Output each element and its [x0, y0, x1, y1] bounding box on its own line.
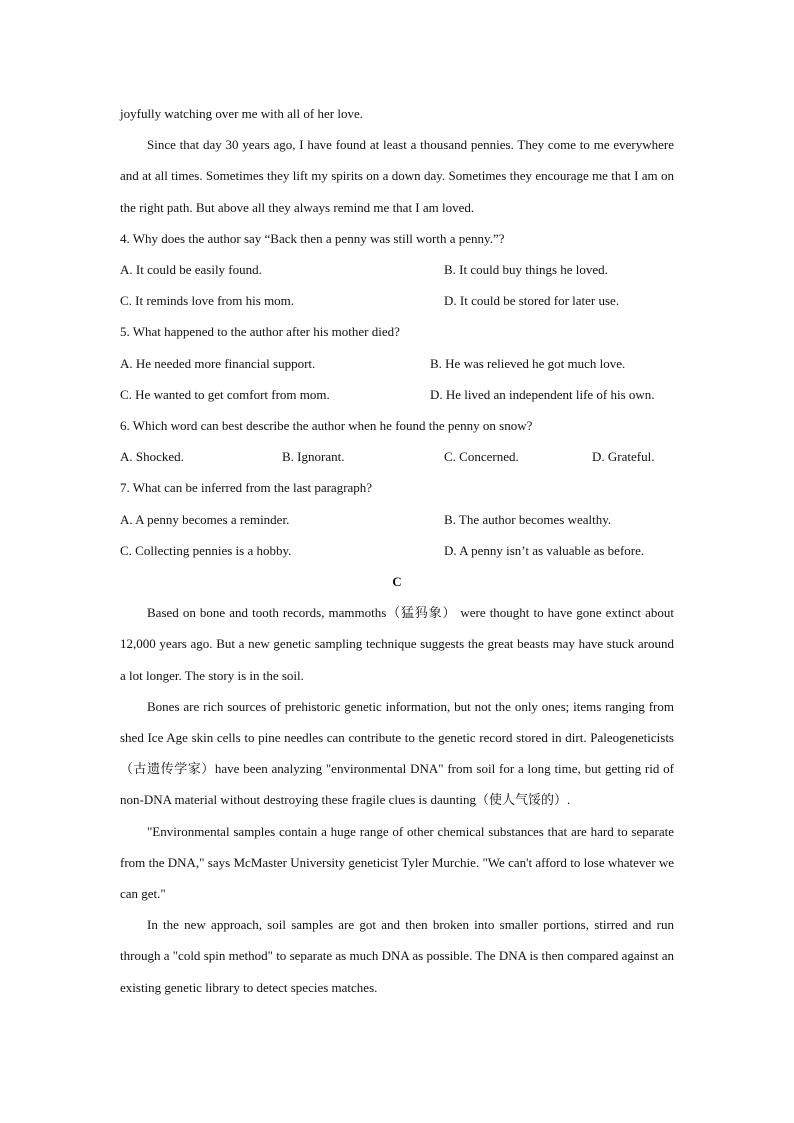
- question-7-option-a: A. A penny becomes a reminder.: [120, 511, 290, 527]
- question-6-option-a: A. Shocked.: [120, 449, 184, 465]
- question-6-option-c: C. Concerned.: [444, 449, 519, 465]
- section-c-paragraph-4: In the new approach, soil samples are got and then broken into smaller portions, stirred and run through a "cold spin method" to separate as much DNA as possible. The DNA is then compared against an existing genetic library to detect species matches.: [120, 917, 674, 995]
- section-c-paragraph-1: Based on bone and tooth records, mammoths（猛犸象） were thought to have gone extinct about 12,000 years ago. But a new genetic sampling technique suggests the great beasts may have stuck around a lot longer. The story is in the soil.: [120, 605, 674, 683]
- section-c-paragraph-2: Bones are rich sources of prehistoric genetic information, but not the only ones; items ranging from shed Ice Age skin cells to pine needles can contribute to the genetic record stored in dirt. Paleogeneticists（古遗传学家）have been analyzing "environmental DNA" from soil for a long time, but getting rid of non-DNA material without destroying these fragile clues is daunting（使人气馁的）.: [120, 698, 674, 808]
- question-5-option-a: A. He needed more financial support.: [120, 355, 316, 371]
- question-5-option-d: D. He lived an independent life of his own.: [430, 386, 655, 402]
- question-5-stem: 5. What happened to the author after his mother died?: [120, 324, 400, 340]
- question-7-option-d: D. A penny isn’t as valuable as before.: [444, 542, 645, 558]
- question-4-option-c: C. It reminds love from his mom.: [120, 293, 295, 309]
- question-7-options-row-2: [120, 535, 674, 566]
- section-c-paragraph-3: "Environmental samples contain a huge range of other chemical substances that are hard to separate from the DNA," says McMaster University geneticist Tyler Murchie. "We can't afford to lose whatever we can get.": [120, 823, 674, 901]
- question-6-option-b: B. Ignorant.: [282, 449, 345, 465]
- question-6-options-row: [120, 441, 674, 472]
- question-4-options-row-1: [120, 254, 674, 285]
- question-6-stem: 6. Which word can best describe the author when he found the penny on snow?: [120, 417, 533, 433]
- document-content: [120, 98, 674, 1003]
- question-5-option-b: B. He was relieved he got much love.: [430, 355, 626, 371]
- section-c-heading: C: [392, 573, 402, 589]
- question-4-option-d: D. It could be stored for later use.: [444, 293, 620, 309]
- question-7-stem: 7. What can be inferred from the last paragraph?: [120, 480, 373, 496]
- question-5-option-c: C. He wanted to get comfort from mom.: [120, 386, 330, 402]
- passage-b-last-paragraph: Since that day 30 years ago, I have found at least a thousand pennies. They come to me everywhere and at all times. Sometimes they lift my spirits on a down day. Sometimes they encourage me that I am on the right path. But above all they always remind me that I am loved.: [120, 137, 674, 215]
- question-6-option-d: D. Grateful.: [592, 449, 655, 465]
- question-4-options-row-2: [120, 285, 674, 316]
- question-7-options-row-1: [120, 504, 674, 535]
- question-5-options-row-2: [120, 379, 674, 410]
- question-4-option-b: B. It could buy things he loved.: [444, 262, 608, 278]
- question-4-option-a: A. It could be easily found.: [120, 262, 262, 278]
- question-4-stem: 4. Why does the author say “Back then a penny was still worth a penny.”?: [120, 230, 505, 246]
- question-5-options-row-1: [120, 348, 674, 379]
- question-7-option-c: C. Collecting pennies is a hobby.: [120, 542, 292, 558]
- question-7-option-b: B. The author becomes wealthy.: [444, 511, 612, 527]
- passage-b-closing-line: joyfully watching over me with all of her love.: [120, 106, 363, 121]
